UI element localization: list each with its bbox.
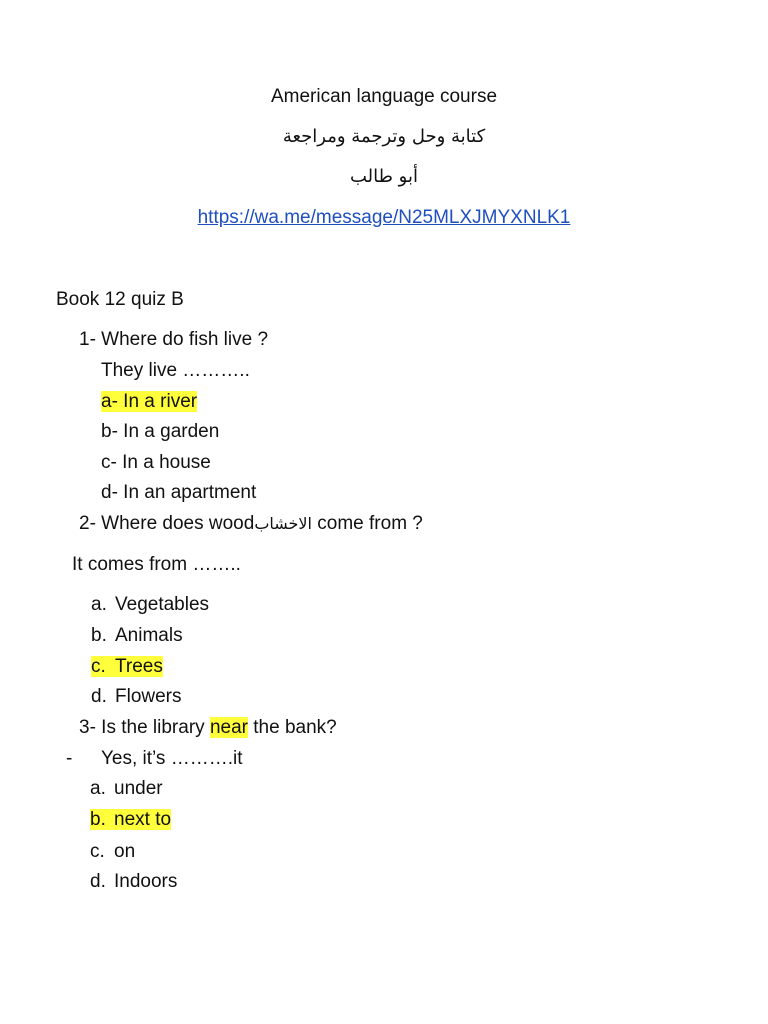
whatsapp-link[interactable]: https://wa.me/message/N25MLXJMYXNLK1 [197,207,571,228]
question-2-end: come from ? [312,513,423,534]
question-2 [79,511,423,537]
q3-option-b-letter: b. [90,809,106,830]
question-3-highlight: near [209,717,248,738]
q2-option-a-text: Vegetables [115,594,210,615]
question-3-end: the bank? [247,717,337,738]
question-1-prompt: They live ……….. [101,360,250,381]
q2-option-b-text: Animals [115,625,183,646]
q3-option-a [90,776,163,802]
course-title: American language course [270,86,498,107]
q2-option-a-letter: a. [91,594,107,615]
question-3-prompt [66,746,243,772]
q2-option-d-letter: d. [91,686,107,707]
q3-option-b [90,807,171,833]
question-2-arabic: الاخشاب [254,514,312,533]
q2-option-c-text: Trees [115,656,163,677]
q2-option-c-highlight [91,656,163,677]
q2-option-c-letter: c. [91,656,106,677]
q3-option-b-text: next to [114,809,172,830]
q3-option-d [90,869,177,895]
q1-option-a [101,389,197,415]
q3-option-a-text: under [114,778,163,799]
question-3-dash: - [66,748,73,769]
q3-option-c-letter: c. [90,841,105,862]
q3-option-c [90,839,135,865]
q2-option-a [91,592,209,618]
question-3-start: 3- Is the library [79,717,210,738]
q3-option-c-text: on [114,841,136,862]
arabic-author: أبو طالب [349,166,418,187]
q2-option-b [91,623,183,649]
quiz-title: Book 12 quiz B [56,289,184,310]
question-2-start: 2- Where does wood [79,513,255,534]
q1-option-d: d- In an apartment [101,482,257,503]
q2-option-c [91,654,163,680]
q1-option-b: b- In a garden [101,421,220,442]
q1-option-a-text: a- In a river [101,391,198,412]
q3-option-d-letter: d. [90,871,106,892]
question-2-prompt: It comes from …….. [72,554,241,575]
q1-option-c: c- In a house [101,452,211,473]
q2-option-d-text: Flowers [115,686,182,707]
q2-option-d [91,684,182,710]
q2-option-b-letter: b. [91,625,107,646]
q3-option-b-highlight [90,809,171,830]
arabic-subtitle: كتابة وحل وترجمة ومراجعة [282,126,486,147]
question-3-prompt-text: Yes, it’s ……….it [101,748,243,769]
q3-option-d-text: Indoors [114,871,178,892]
question-3 [79,715,337,741]
question-1: 1- Where do fish live ? [79,329,269,350]
q3-option-a-letter: a. [90,778,106,799]
whatsapp-link-row [0,205,768,231]
